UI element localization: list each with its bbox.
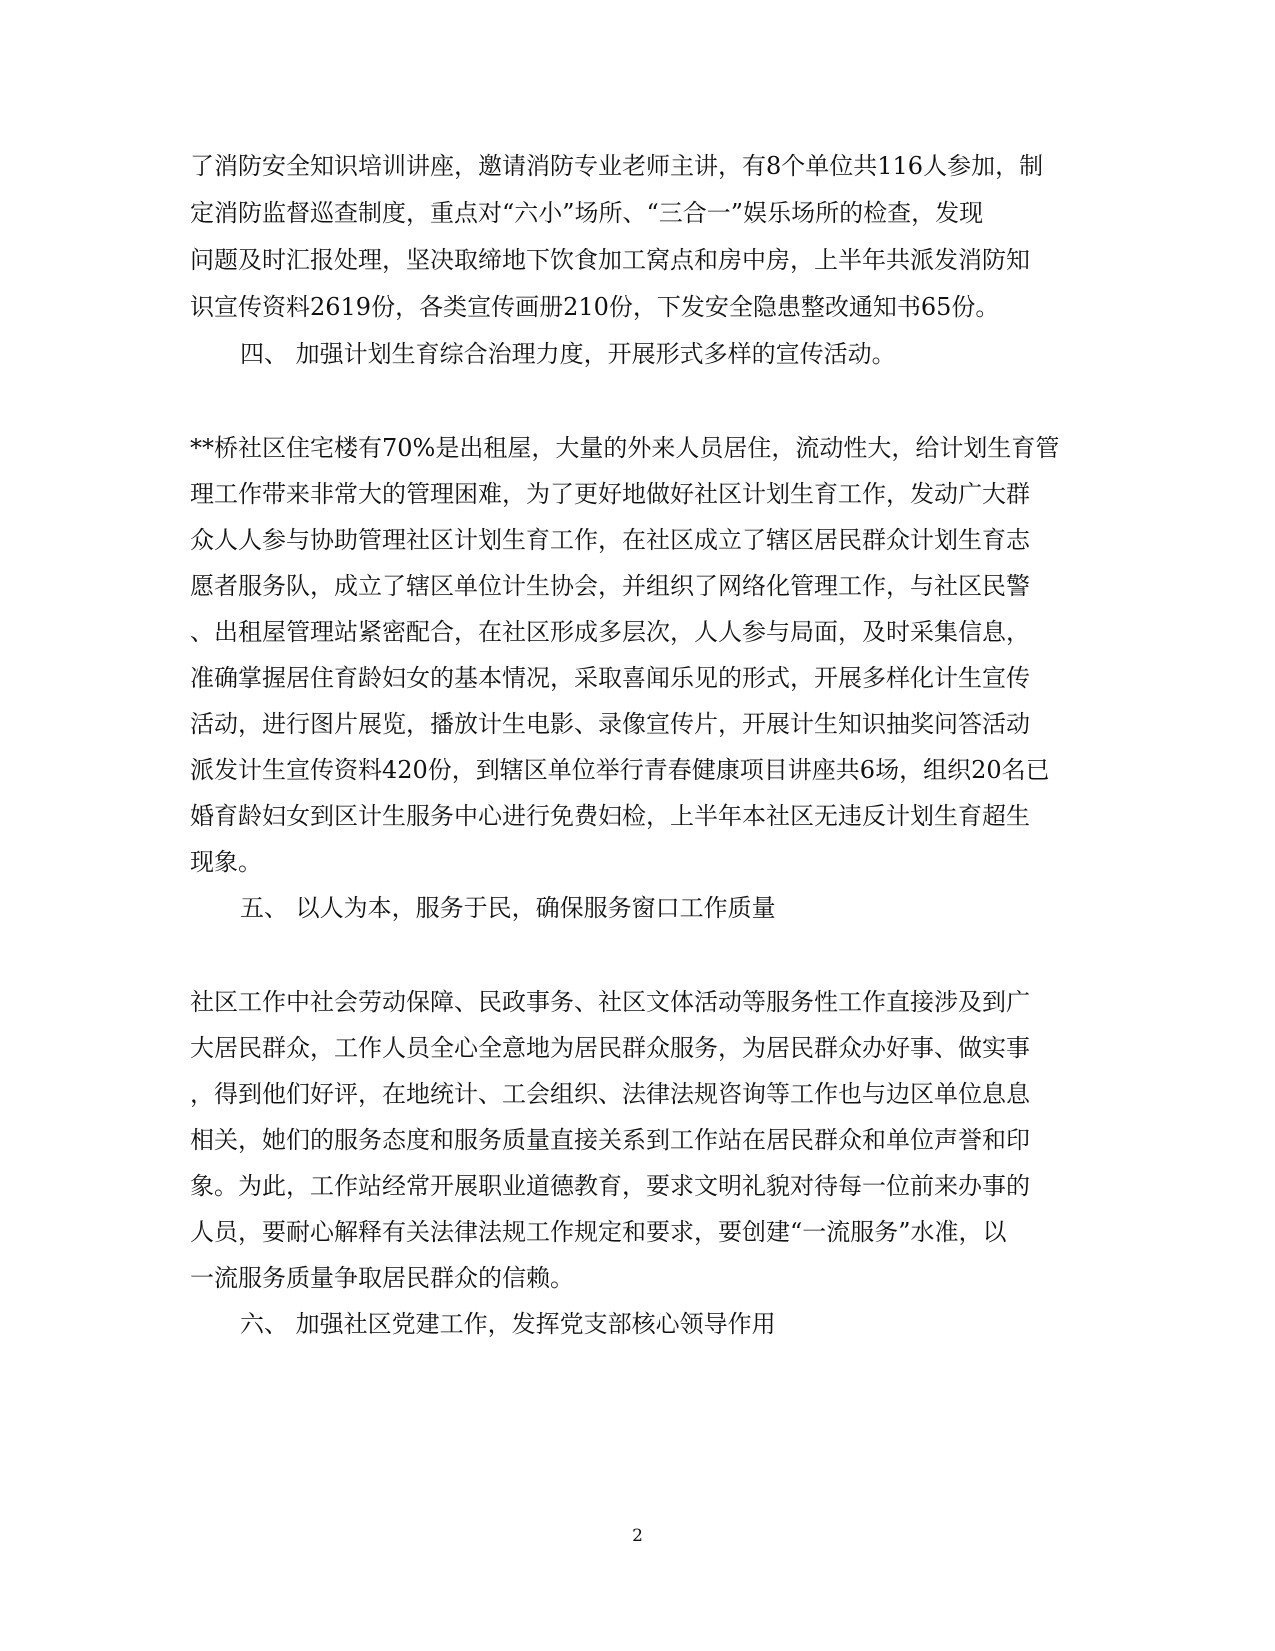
body-line: 了消防安全知识培训讲座，邀请消防专业老师主讲，有8个单位共116人参加，制 — [190, 152, 1044, 180]
body-line: 派发计生宣传资料420份，到辖区单位举行青春健康项目讲座共6场，组织20名已 — [190, 756, 1050, 784]
body-line: 一流服务质量争取居民群众的信赖。 — [190, 1264, 574, 1292]
body-line: 象。为此，工作站经常开展职业道德教育，要求文明礼貌对待每一位前来办事的 — [190, 1172, 1030, 1200]
section-heading-6: 六、 加强社区党建工作，发挥党支部核心领导作用 — [240, 1310, 776, 1338]
body-line: 识宣传资料2619份，各类宣传画册210份，下发安全隐患整改通知书65份。 — [190, 293, 1000, 321]
body-line: 愿者服务队，成立了辖区单位计生协会，并组织了网络化管理工作，与社区民警 — [190, 572, 1030, 600]
body-line: 人员，要耐心解释有关法律法规工作规定和要求，要创建“一流服务”水准，以 — [190, 1218, 1007, 1246]
body-line: **桥社区住宅楼有70%是出租屋，大量的外来人员居住，流动性大，给计划生育管 — [190, 434, 1060, 462]
body-line: 定消防监督巡查制度，重点对“六小”场所、“三合一”娱乐场所的检查，发现 — [190, 199, 984, 227]
page-number: 2 — [632, 1526, 643, 1546]
body-line: 众人人参与协助管理社区计划生育工作，在社区成立了辖区居民群众计划生育志 — [190, 526, 1030, 554]
body-line: 问题及时汇报处理，坚决取缔地下饮食加工窝点和房中房，上半年共派发消防知 — [190, 246, 1030, 274]
body-line: 大居民群众，工作人员全心全意地为居民群众服务，为居民群众办好事、做实事 — [190, 1034, 1030, 1062]
body-line: 活动，进行图片展览，播放计生电影、录像宣传片，开展计生知识抽奖问答活动 — [190, 710, 1030, 738]
body-line: 社区工作中社会劳动保障、民政事务、社区文体活动等服务性工作直接涉及到广 — [190, 988, 1030, 1016]
section-heading-4: 四、 加强计划生育综合治理力度，开展形式多样的宣传活动。 — [240, 340, 896, 368]
body-line: 婚育龄妇女到区计生服务中心进行免费妇检，上半年本社区无违反计划生育超生 — [190, 802, 1030, 830]
body-line: 相关，她们的服务态度和服务质量直接关系到工作站在居民群众和单位声誉和印 — [190, 1126, 1030, 1154]
body-line: 现象。 — [190, 848, 262, 876]
body-line: ，得到他们好评，在地统计、工会组织、法律法规咨询等工作也与边区单位息息 — [190, 1080, 1030, 1108]
body-line: 理工作带来非常大的管理困难，为了更好地做好社区计划生育工作，发动广大群 — [190, 480, 1030, 508]
section-heading-5: 五、 以人为本，服务于民，确保服务窗口工作质量 — [240, 894, 776, 922]
body-line: 、出租屋管理站紧密配合，在社区形成多层次，人人参与局面，及时采集信息， — [190, 618, 1030, 646]
body-line: 准确掌握居住育龄妇女的基本情况，采取喜闻乐见的形式，开展多样化计生宣传 — [190, 664, 1030, 692]
